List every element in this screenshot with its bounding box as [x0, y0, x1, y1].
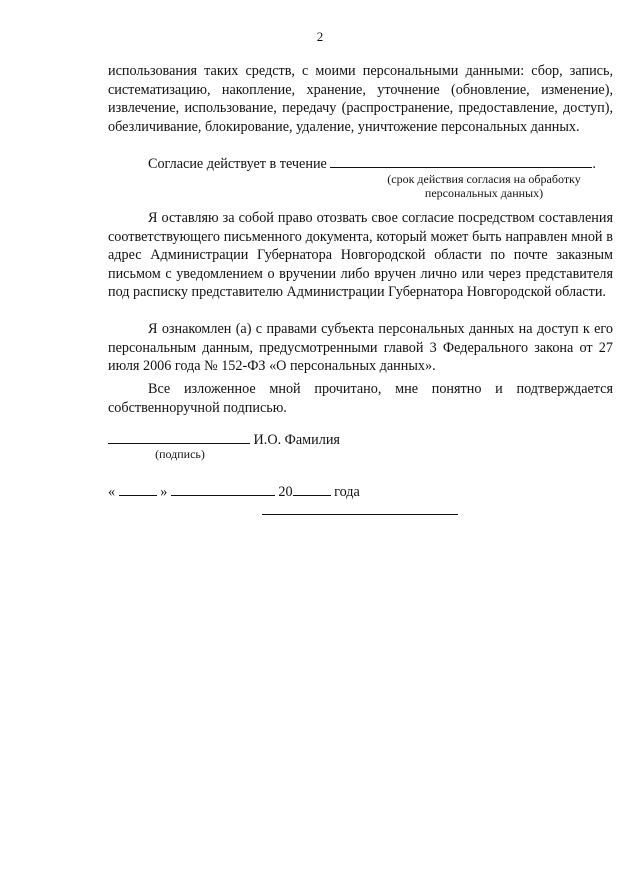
body-paragraph-4: Все изложенное мной прочитано, мне понятно и подтверждается собственноручной подписью.	[108, 381, 613, 416]
body-paragraph-1: использования таких средств, с моими персональными данными: сбор, запись, систематизацию, накопление, хранение, уточнение (обновление, изменение), извлечение, использование, передачу (распространение, предоставление, доступ), обезличивание, блокирование, удаление, уничтожение персональных данных.	[108, 63, 613, 135]
date-year-suffix: года	[334, 484, 360, 500]
consent-term-note-line-2: персональных данных)	[424, 186, 544, 200]
date-year-prefix: 20	[278, 484, 293, 500]
date-month-blank	[171, 482, 275, 496]
closing-rule	[262, 514, 458, 515]
body-paragraph-2-block	[108, 209, 613, 302]
body-paragraph-3-block	[108, 320, 613, 376]
consent-term-label: Согласие действует в течение	[148, 156, 327, 172]
body-paragraph-2: Я оставляю за собой право отозвать свое согласие посредством составления соответствующего письменного документа, который может быть направлен мной в адрес Администрации Губернатора Новгородской области по почте заказным письмом с уведомлением о вручении либо вручен лично или через представителя под расписку представителю Администрации Губернатора Новгородской области.	[108, 210, 613, 301]
date-year-blank	[293, 482, 331, 496]
body-paragraph-1-block	[108, 62, 613, 136]
date-row	[108, 482, 360, 501]
consent-term-note-line-1: (срок действия согласия на обработку	[387, 172, 581, 186]
signature-name: И.О. Фамилия	[253, 432, 340, 448]
body-paragraph-4-block	[108, 380, 613, 417]
page-number: 2	[316, 29, 324, 44]
date-day-blank	[119, 482, 157, 496]
consent-term-end-punct: .	[592, 156, 596, 172]
signature-blank	[108, 430, 250, 444]
signature-caption: (подпись)	[155, 447, 205, 461]
consent-term-note	[348, 172, 620, 200]
consent-term-line	[108, 154, 613, 173]
date-close-quote: »	[160, 484, 168, 500]
consent-term-blank	[330, 154, 592, 168]
body-paragraph-3: Я ознакомлен (а) с правами субъекта персональных данных на доступ к его персональным данным, предусмотренными главой 3 Федерального закона от 27 июля 2006 года № 152-ФЗ «О персональных данных».	[108, 321, 613, 375]
date-open-quote: «	[108, 484, 116, 500]
